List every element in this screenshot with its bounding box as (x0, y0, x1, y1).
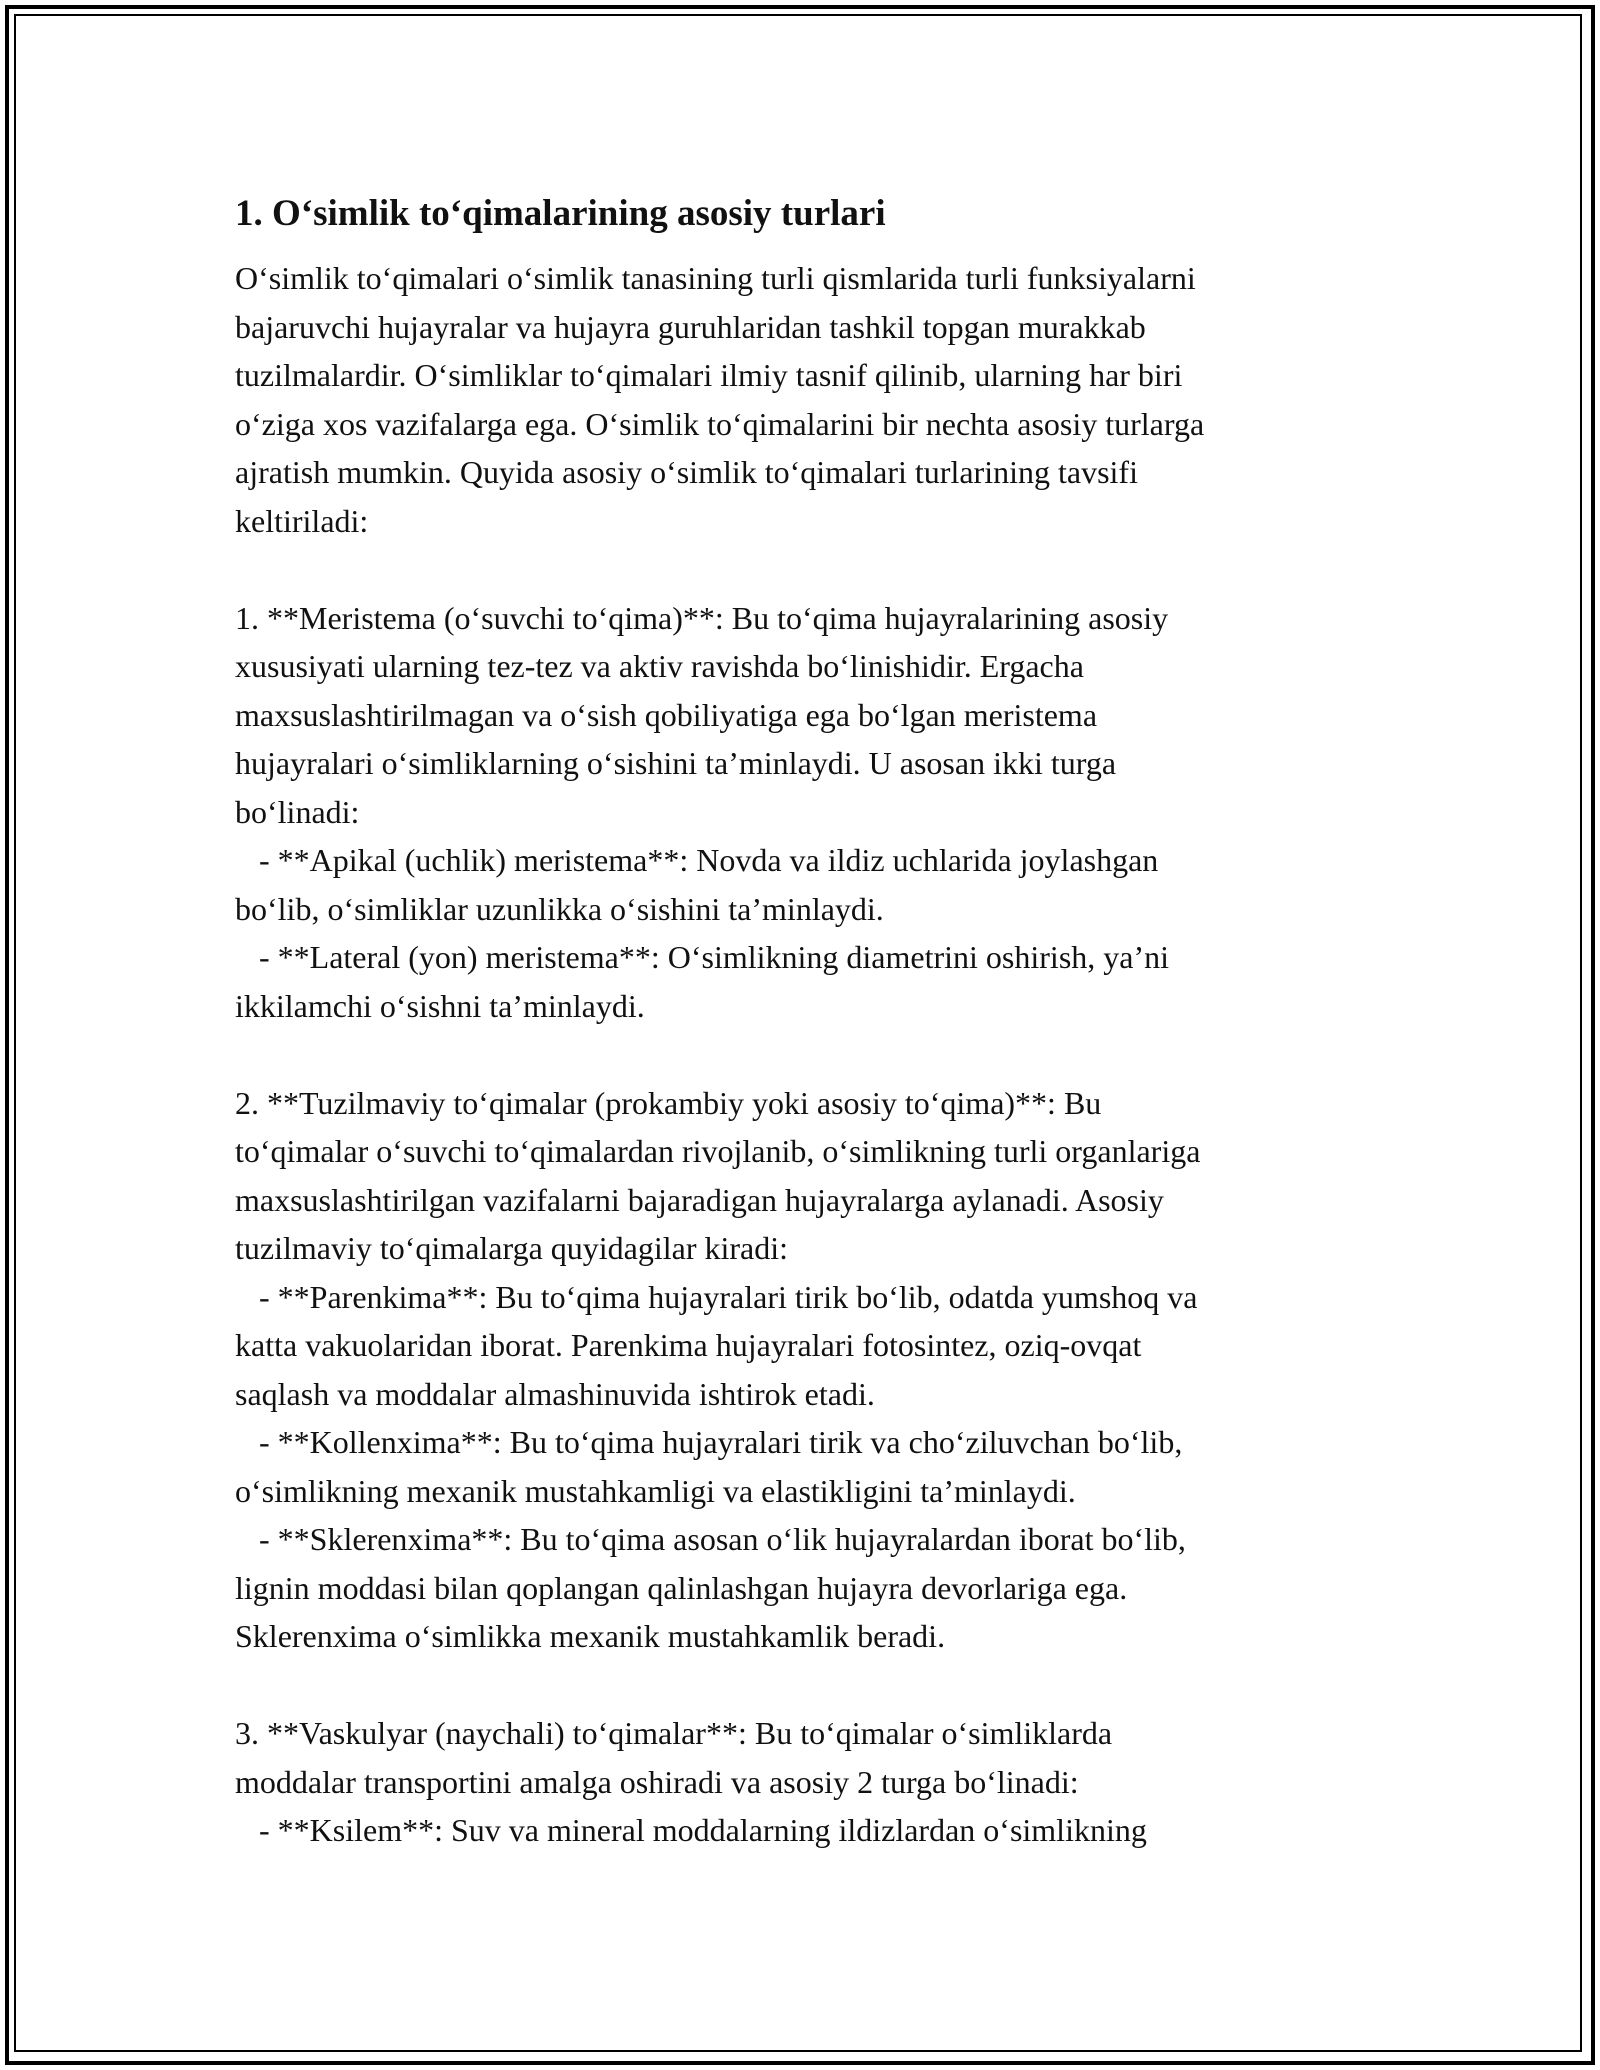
blank-line (235, 1661, 1375, 1710)
text-line: O‘simlik to‘qimalari o‘simlik tanasining turli qismlarida turli funksiyalarni (235, 260, 1196, 296)
text-line: Sklerenxima o‘simlikka mexanik mustahkamlik beradi. (235, 1618, 946, 1654)
text-line: - **Apikal (uchlik) meristema**: Novda va ildiz uchlarida joylashgan (235, 842, 1159, 878)
text-line: - **Ksilem**: Suv va mineral moddalarning ildizlardan o‘simlikning (235, 1812, 1147, 1848)
document-page (235, 186, 1375, 1855)
text-line: - **Sklerenxima**: Bu to‘qima asosan o‘lik hujayralardan iborat bo‘lib, (235, 1521, 1186, 1557)
text-line: saqlash va moddalar almashinuvida ishtirok etadi. (235, 1375, 875, 1412)
text-line: tuzilmalardir. O‘simliklar to‘qimalari ilmiy tasnif qilinib, ularning har biri (235, 357, 1183, 393)
text-line: - **Parenkima**: Bu to‘qima hujayralari tirik bo‘lib, odatda yumshoq va (235, 1278, 1198, 1315)
text-line: maxsuslashtirilgan vazifalarni bajaradigan hujayralarga aylanadi. Asosiy (235, 1181, 1164, 1218)
text-line: ajratish mumkin. Quyida asosiy o‘simlik to‘qimalari turlarining tavsifi (235, 454, 1138, 490)
text-line: bajaruvchi hujayralar va hujayra guruhlaridan tashkil topgan murakkab (235, 308, 1146, 345)
text-line: o‘ziga xos vazifalarga ega. O‘simlik to‘qimalarini bir nechta asosiy turlarga (235, 405, 1205, 442)
text-line: ikkilamchi o‘sishni ta’minlaydi. (235, 987, 645, 1024)
text-line: 3. **Vaskulyar (naychali) to‘qimalar**: Bu to‘qimalar o‘simliklarda (235, 1715, 1113, 1751)
text-line: lignin moddasi bilan qoplangan qalinlashgan hujayra devorlariga ega. (235, 1569, 1128, 1606)
text-line: xususiyati ularning tez-tez va aktiv ravishda bo‘linishidir. Ergacha (235, 648, 1084, 684)
blank-line (235, 545, 1375, 594)
text-line: to‘qimalar o‘suvchi to‘qimalardan rivojlanib, o‘simlikning turli organlariga (235, 1133, 1201, 1169)
text-line: - **Lateral (yon) meristema**: O‘simlikning diametrini oshirish, ya’ni (235, 939, 1170, 975)
text-line: katta vakuolaridan iborat. Parenkima hujayralari fotosintez, oziq-ovqat (235, 1327, 1142, 1363)
blank-line (235, 1030, 1375, 1079)
text-line: maxsuslashtirilmagan va o‘sish qobiliyatiga ega bo‘lgan meristema (235, 696, 1098, 733)
text-line: bo‘linadi: (235, 793, 360, 830)
text-line: - **Kollenxima**: Bu to‘qima hujayralari tirik va cho‘ziluvchan bo‘lib, (235, 1424, 1183, 1460)
text-line: tuzilmaviy to‘qimalarga quyidagilar kiradi: (235, 1230, 789, 1266)
text-line: 2. **Tuzilmaviy to‘qimalar (prokambiy yoki asosiy to‘qima)**: Bu (235, 1084, 1102, 1121)
text-line: bo‘lib, o‘simliklar uzunlikka o‘sishini ta’minlaydi. (235, 890, 884, 927)
section-heading: 1. O‘simlik to‘qimalarining asosiy turlari (235, 193, 886, 234)
text-line: keltiriladi: (235, 502, 369, 539)
text-line: moddalar transportini amalga oshiradi va asosiy 2 turga bo‘linadi: (235, 1763, 1079, 1800)
text-line: 1. **Meristema (o‘suvchi to‘qima)**: Bu to‘qima hujayralarining asosiy (235, 599, 1169, 636)
document-body (235, 254, 1375, 1855)
text-line: o‘simlikning mexanik mustahkamligi va elastikligini ta’minlaydi. (235, 1472, 1076, 1509)
text-line: hujayralari o‘simliklarning o‘sishini ta’minlaydi. U asosan ikki turga (235, 745, 1117, 781)
